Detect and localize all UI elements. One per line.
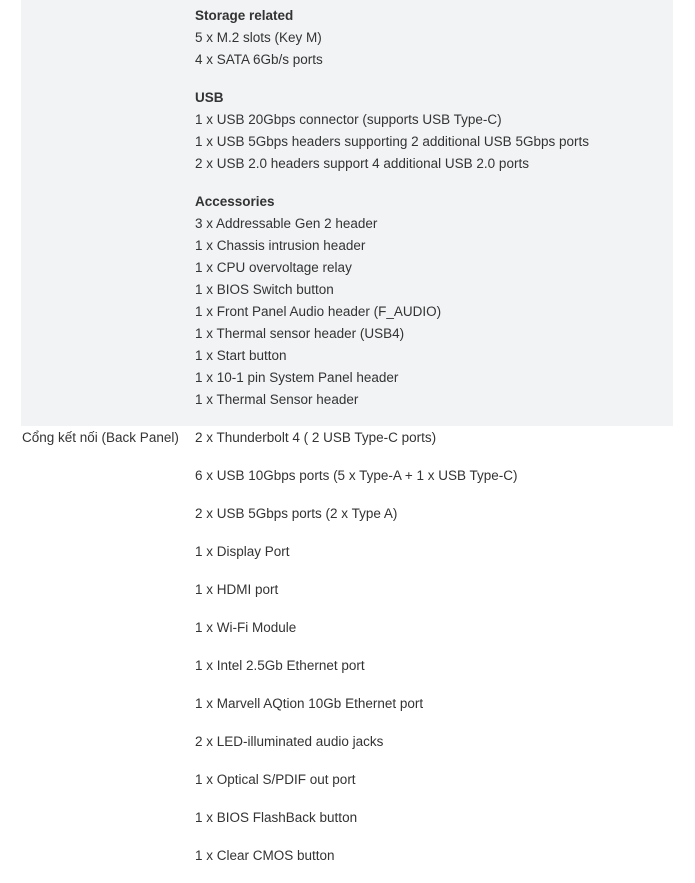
spec-line: 2 x USB 2.0 headers support 4 additional USB 2.0 ports [195,156,529,171]
back-panel-item: 2 x Thunderbolt 4 ( 2 USB Type-C ports) [195,430,437,445]
group-heading-usb: USB [195,90,224,105]
spec-group-usb [195,87,589,175]
spec-line: 1 x BIOS Switch button [195,282,334,297]
spec-line: 1 x Thermal sensor header (USB4) [195,326,405,341]
back-panel-item: 1 x Intel 2.5Gb Ethernet port [195,658,365,673]
spec-line: 5 x M.2 slots (Key M) [195,30,322,45]
back-panel-item: 1 x Display Port [195,544,290,559]
group-heading-storage: Storage related [195,8,294,23]
back-panel-item: 1 x HDMI port [195,582,279,597]
group-heading-accessories: Accessories [195,194,275,209]
spec-line: 3 x Addressable Gen 2 header [195,216,378,231]
back-panel-item: 2 x LED-illuminated audio jacks [195,734,384,749]
spec-line: 1 x USB 5Gbps headers supporting 2 additional USB 5Gbps ports [195,134,589,149]
spec-line: 1 x Thermal Sensor header [195,392,359,407]
spec-label-back-panel: Cổng kết nối (Back Panel) [22,430,179,445]
spec-line: 1 x Chassis intrusion header [195,238,366,253]
spec-line: 1 x CPU overvoltage relay [195,260,352,275]
spec-line: 4 x SATA 6Gb/s ports [195,52,323,67]
spec-line: 1 x Start button [195,348,287,363]
back-panel-item: 1 x BIOS FlashBack button [195,810,358,825]
spec-group-accessories [195,191,441,411]
spec-group-storage [195,5,323,71]
back-panel-item: 6 x USB 10Gbps ports (5 x Type-A + 1 x USB Type-C) [195,468,518,483]
spec-line: 1 x 10-1 pin System Panel header [195,370,399,385]
back-panel-item: 1 x Wi-Fi Module [195,620,297,635]
spec-line: 1 x USB 20Gbps connector (supports USB Type-C) [195,112,502,127]
back-panel-item: 1 x Optical S/PDIF out port [195,772,356,787]
back-panel-item: 1 x Clear CMOS button [195,848,335,863]
back-panel-item: 1 x Marvell AQtion 10Gb Ethernet port [195,696,424,711]
back-panel-item: 2 x USB 5Gbps ports (2 x Type A) [195,506,398,521]
spec-line: 1 x Front Panel Audio header (F_AUDIO) [195,304,442,319]
spec-values-back-panel [195,427,518,883]
